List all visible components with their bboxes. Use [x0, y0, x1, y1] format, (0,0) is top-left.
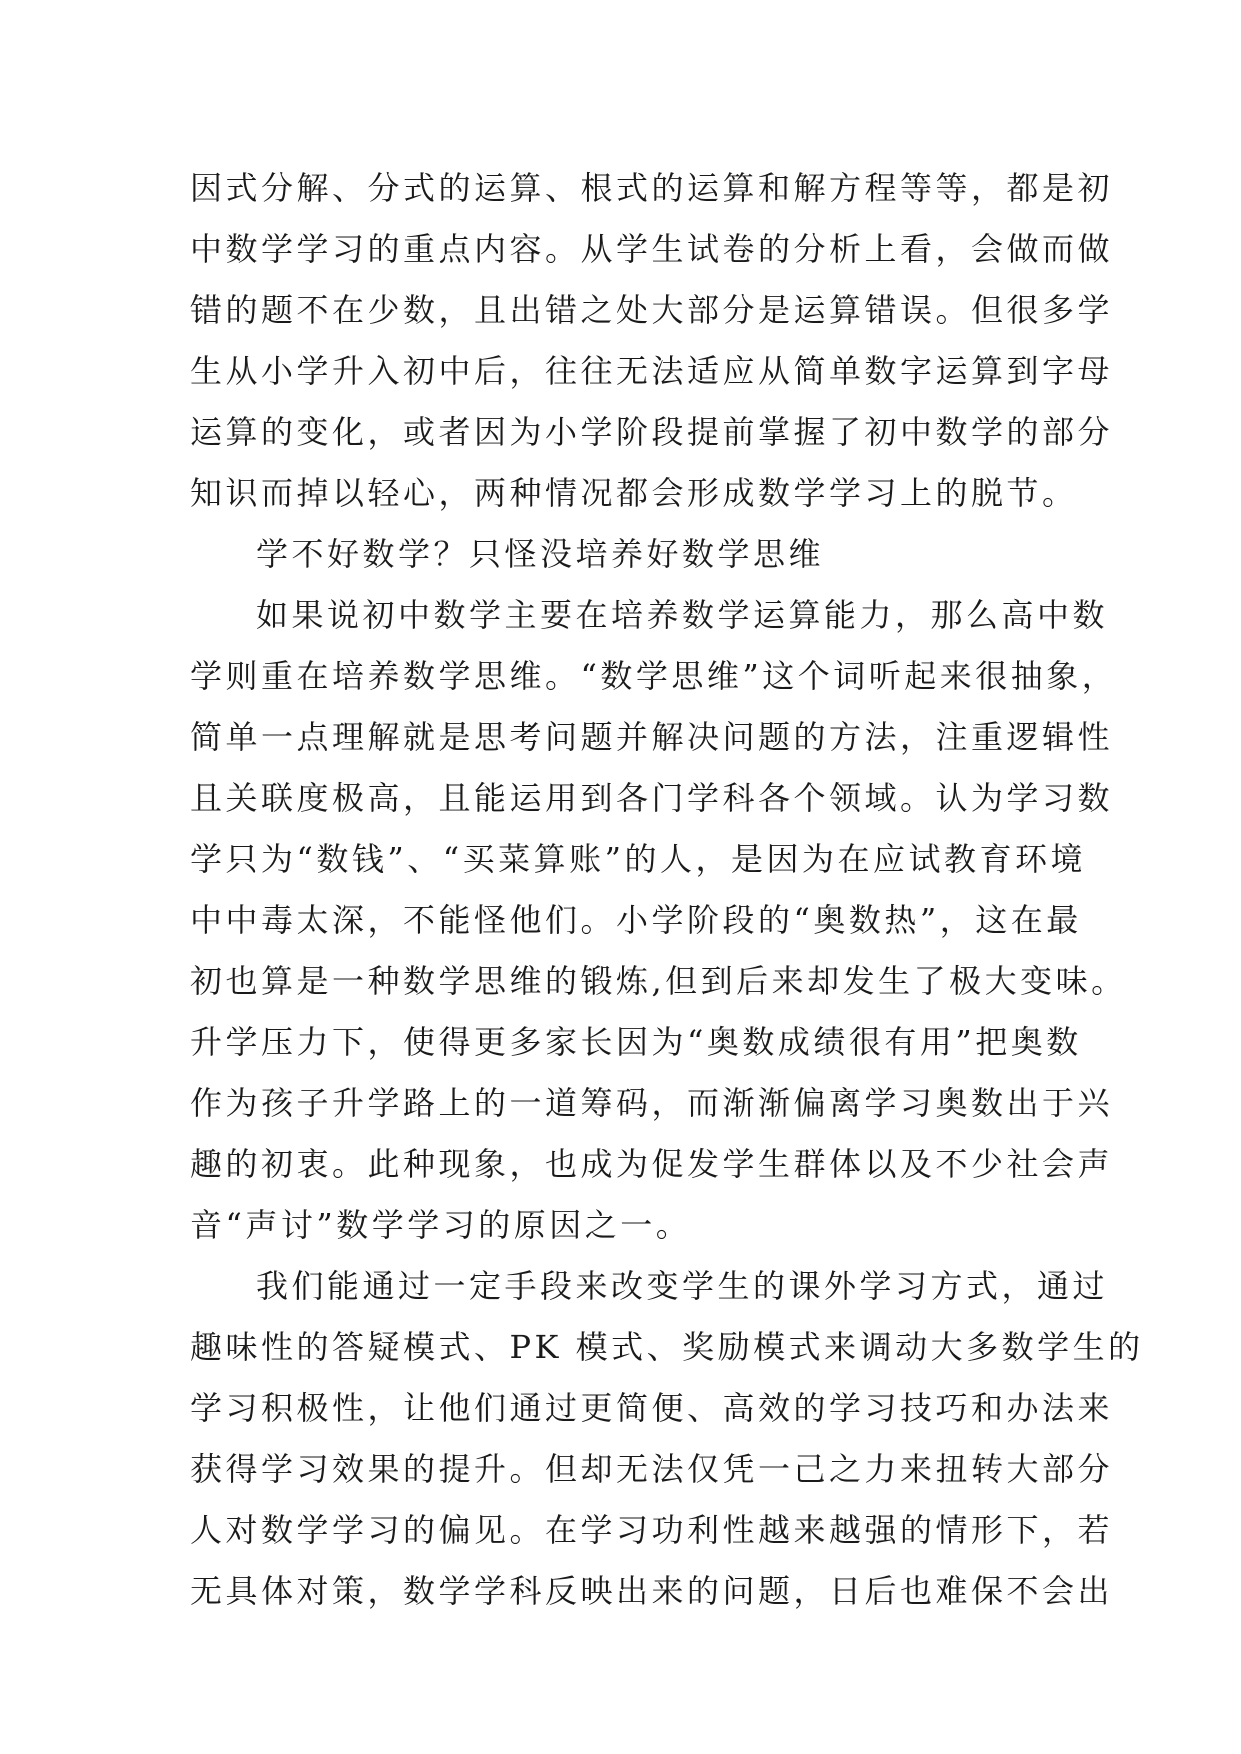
- text-line: 趣味性的答疑模式、PK 模式、奖励模式来调动大多数学生的: [190, 1328, 1144, 1366]
- text-line: 知识而掉以轻心，两种情况都会形成数学学习上的脱节。: [190, 474, 1078, 512]
- paragraph-3: [190, 1256, 1144, 1622]
- text-line: 如果说初中数学主要在培养数学运算能力，那么高中数: [256, 596, 1109, 634]
- text-line: 学则重在培养数学思维。“数学思维”这个词听起来很抽象，: [190, 657, 1118, 695]
- section-heading: [190, 524, 1050, 585]
- paragraph-2: [190, 585, 1127, 1256]
- text-line: 作为孩子升学路上的一道筹码，而渐渐偏离学习奥数出于兴: [190, 1084, 1114, 1122]
- text-line: 中数学学习的重点内容。从学生试卷的分析上看，会做而做: [190, 230, 1114, 268]
- text-line: 中中毒太深，不能怪他们。小学阶段的“奥数热”，这在最: [190, 901, 1082, 939]
- text-line: 且关联度极高，且能运用到各门学科各个领域。认为学习数: [190, 779, 1114, 817]
- text-line: 学只为“数钱”、“买菜算账”的人，是因为在应试教育环境: [190, 840, 1086, 878]
- text-line: 获得学习效果的提升。但却无法仅凭一己之力来扭转大部分: [190, 1450, 1114, 1488]
- text-line: 升学压力下，使得更多家长因为“奥数成绩很有用”把奥数: [190, 1023, 1082, 1061]
- text-line: 初也算是一种数学思维的锻炼,但到后来却发生了极大变味。: [190, 962, 1127, 1000]
- text-line: 运算的变化，或者因为小学阶段提前掌握了初中数学的部分: [190, 413, 1114, 451]
- paragraph-1: [190, 158, 1114, 524]
- text-line: 简单一点理解就是思考问题并解决问题的方法，注重逻辑性: [190, 718, 1114, 756]
- text-line: 生从小学升入初中后，往往无法适应从简单数字运算到字母: [190, 352, 1114, 390]
- text-line: 趣的初衷。此种现象，也成为促发学生群体以及不少社会声: [190, 1145, 1114, 1183]
- text-line: 人对数学学习的偏见。在学习功利性越来越强的情形下，若: [190, 1511, 1114, 1549]
- text-line: 因式分解、分式的运算、根式的运算和解方程等等，都是初: [190, 169, 1114, 207]
- text-line: 学习积极性，让他们通过更简便、高效的学习技巧和办法来: [190, 1389, 1114, 1427]
- heading-line: 学不好数学？只怪没培养好数学思维: [256, 535, 825, 573]
- text-line: 错的题不在少数，且出错之处大部分是运算错误。但很多学: [190, 291, 1114, 329]
- text-line: 音“声讨”数学学习的原因之一。: [190, 1206, 692, 1244]
- text-line: 无具体对策，数学学科反映出来的问题，日后也难保不会出: [190, 1572, 1114, 1610]
- text-line: 我们能通过一定手段来改变学生的课外学习方式，通过: [256, 1267, 1109, 1305]
- body-text: [190, 158, 1144, 1622]
